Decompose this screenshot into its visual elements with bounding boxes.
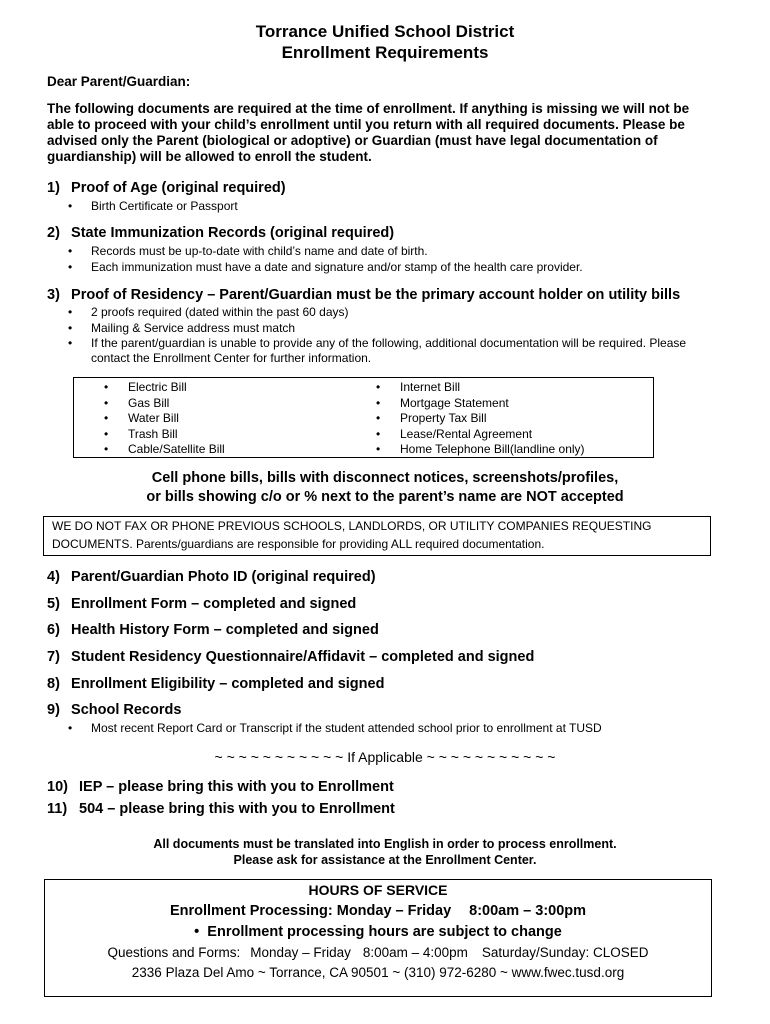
list-item: • Property Tax Bill: [376, 411, 585, 427]
section-title: Parent/Guardian Photo ID (original required): [71, 569, 376, 585]
list-item: • Mailing & Service address must match: [68, 321, 686, 337]
section-5-heading: [47, 596, 356, 612]
questions-days: Monday – Friday: [250, 945, 351, 960]
processing-time: 8:00am – 3:00pm: [469, 903, 587, 919]
greeting: Dear Parent/Guardian:: [47, 74, 191, 89]
section-9-heading: [47, 702, 181, 718]
section-6-heading: [47, 622, 379, 638]
section-11-heading: [47, 801, 395, 817]
notice-line: Please ask for assistance at the Enrollment Center.: [233, 853, 537, 867]
notice-line: Cell phone bills, bills with disconnect notices, screenshots/profiles,: [151, 470, 619, 486]
questions-label: Questions and Forms:: [107, 945, 241, 960]
section-2-list: [68, 244, 583, 275]
title-line-1: Torrance Unified School District: [255, 22, 515, 41]
processing-label: Enrollment Processing: Monday – Friday: [169, 903, 452, 919]
title-line-2: Enrollment Requirements: [281, 43, 489, 62]
section-number: 8): [47, 676, 60, 692]
section-title: Student Residency Questionnaire/Affidavit – completed and signed: [71, 649, 535, 665]
section-7-heading: [47, 649, 534, 665]
section-number: 10): [47, 779, 68, 795]
notice-line: All documents must be translated into English in order to process enrollment.: [153, 837, 617, 851]
section-title: Enrollment Form – completed and signed: [71, 596, 357, 612]
section-1-list: [68, 199, 238, 215]
hours-change-note: [45, 924, 711, 940]
list-item: • Gas Bill: [104, 396, 225, 412]
list-item: • Water Bill: [104, 411, 225, 427]
notice-line: or bills showing c/o or % next to the parent’s name are NOT accepted: [146, 489, 624, 505]
change-note-text: Enrollment processing hours are subject to change: [207, 924, 562, 940]
translation-notice: [0, 836, 770, 868]
intro-line: The following documents are required at the time of enrollment. If anything is missing we will not be: [47, 101, 690, 116]
intro-line: advised only the Parent (biological or adoptive) or Guardian (must have legal documentation of: [47, 133, 658, 148]
section-4-heading: [47, 569, 376, 585]
intro-paragraph: [47, 101, 727, 165]
bills-right-list: [376, 380, 585, 458]
section-title: School Records: [71, 702, 182, 718]
section-number: 1): [47, 180, 60, 196]
notice-line: DOCUMENTS. Parents/guardians are responsible for providing ALL required documentation.: [52, 537, 545, 551]
hours-title: HOURS OF SERVICE: [308, 882, 448, 898]
questions-hours: [45, 945, 711, 960]
section-title: State Immunization Records (original required): [71, 225, 395, 241]
list-item: • Records must be up-to-date with child’s name and date of birth.: [68, 244, 583, 260]
section-title: Enrollment Eligibility – completed and signed: [71, 676, 385, 692]
section-number: 11): [47, 801, 68, 817]
questions-time: 8:00am – 4:00pm: [362, 945, 468, 960]
section-title: Health History Form – completed and signed: [71, 622, 379, 638]
list-item: • Cable/Satellite Bill: [104, 442, 225, 458]
section-number: 6): [47, 622, 60, 638]
intro-line: guardianship) will be allowed to enroll the student.: [47, 149, 372, 164]
if-applicable-divider: ~ ~ ~ ~ ~ ~ ~ ~ ~ ~ ~ If Applicable ~ ~ ~ ~ ~ ~ ~ ~ ~ ~ ~: [214, 749, 556, 765]
weekend-hours: Saturday/Sunday: CLOSED: [481, 945, 649, 960]
section-title: 504 – please bring this with you to Enrollment: [79, 801, 395, 817]
section-title: Proof of Residency – Parent/Guardian must be the primary account holder on utility bills: [71, 287, 681, 303]
list-item: • Most recent Report Card or Transcript if the student attended school prior to enrollment at TUSD: [68, 721, 602, 737]
section-8-heading: [47, 676, 384, 692]
list-item: • Home Telephone Bill(landline only): [376, 442, 585, 458]
section-title: IEP – please bring this with you to Enrollment: [79, 779, 394, 795]
section-3-continuation: contact the Enrollment Center for further information.: [91, 351, 372, 365]
list-item: • Electric Bill: [104, 380, 225, 396]
section-2-heading: [47, 225, 394, 241]
section-3-heading: [47, 287, 680, 303]
section-number: 3): [47, 287, 60, 303]
enrollment-processing-hours: [45, 903, 711, 919]
bullet-icon: •: [194, 924, 208, 940]
list-item: • Trash Bill: [104, 427, 225, 443]
intro-line: able to proceed with your child’s enrollment until you return with all required documents. Please be: [47, 117, 685, 132]
list-item: • If the parent/guardian is unable to provide any of the following, additional documentation will be required. Please: [68, 336, 686, 352]
section-number: 4): [47, 569, 60, 585]
list-item: • Internet Bill: [376, 380, 585, 396]
section-number: 5): [47, 596, 60, 612]
no-fax-notice-box: [43, 516, 711, 556]
bills-left-list: [104, 380, 225, 458]
contact-info: 2336 Plaza Del Amo ~ Torrance, CA 90501 ~ (310) 972-6280 ~ www.fwec.tusd.org: [131, 965, 625, 980]
list-item: • Lease/Rental Agreement: [376, 427, 585, 443]
notice-line: WE DO NOT FAX OR PHONE PREVIOUS SCHOOLS, LANDLORDS, OR UTILITY COMPANIES REQUESTING: [52, 519, 652, 533]
list-item: • Each immunization must have a date and signature and/or stamp of the health care provider.: [68, 260, 583, 276]
list-item: • 2 proofs required (dated within the past 60 days): [68, 305, 686, 321]
list-item: • Mortgage Statement: [376, 396, 585, 412]
list-item: • Birth Certificate or Passport: [68, 199, 238, 215]
section-3-list: [68, 305, 686, 352]
section-number: 9): [47, 702, 60, 718]
document-title: [0, 21, 770, 63]
section-9-list: [68, 721, 602, 737]
section-1-heading: [47, 180, 286, 196]
section-10-heading: [47, 779, 394, 795]
section-number: 2): [47, 225, 60, 241]
accepted-bills-box: [73, 377, 654, 458]
section-title: Proof of Age (original required): [71, 180, 286, 196]
section-number: 7): [47, 649, 60, 665]
hours-of-service-box: [44, 879, 712, 997]
not-accepted-notice: [0, 469, 770, 507]
